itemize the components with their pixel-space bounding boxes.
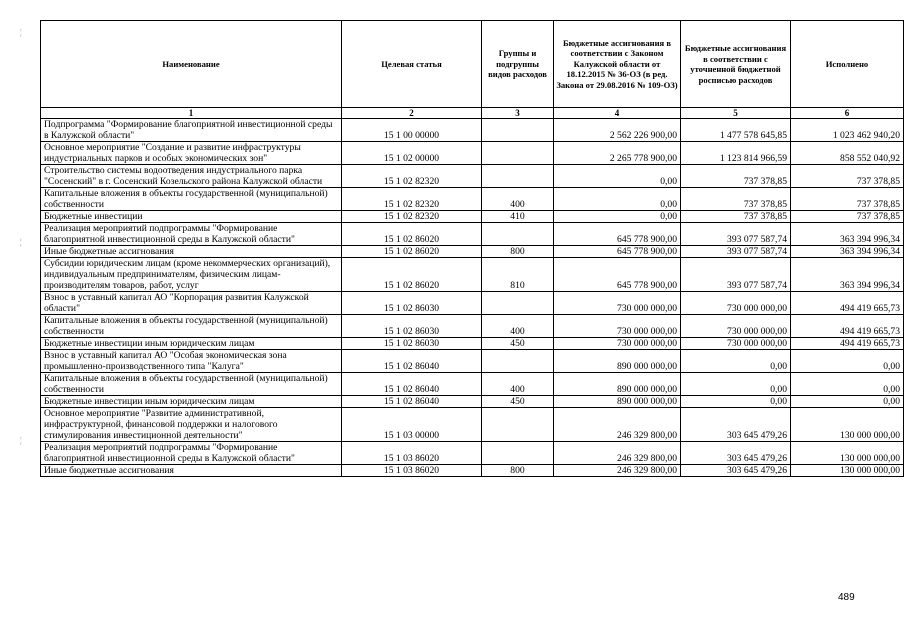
row-target-article: 15 1 02 86030	[342, 338, 482, 350]
row-name: Капитальные вложения в объекты государственной (муниципальной) собственности	[41, 315, 342, 338]
row-executed: 0,00	[791, 396, 904, 408]
row-expense-group: 800	[482, 465, 554, 477]
row-revised-budget: 393 077 587,74	[681, 223, 791, 246]
row-expense-group: 450	[482, 396, 554, 408]
table-row	[41, 465, 904, 477]
table-row	[41, 373, 904, 396]
row-name: Иные бюджетные ассигнования	[41, 465, 342, 477]
header-target-article: Целевая статья	[342, 21, 482, 108]
row-executed: 737 378,85	[791, 188, 904, 211]
header-name: Наименование	[41, 21, 342, 108]
row-executed: 130 000 000,00	[791, 442, 904, 465]
row-revised-budget: 737 378,85	[681, 211, 791, 223]
row-law-budget: 645 778 900,00	[554, 246, 681, 258]
table-row	[41, 119, 904, 142]
row-law-budget: 890 000 000,00	[554, 396, 681, 408]
row-revised-budget: 730 000 000,00	[681, 292, 791, 315]
row-law-budget: 0,00	[554, 188, 681, 211]
row-law-budget: 730 000 000,00	[554, 338, 681, 350]
row-expense-group: 410	[482, 211, 554, 223]
table-header-row	[41, 21, 904, 108]
binding-mark: ¦	[20, 27, 22, 37]
row-target-article: 15 1 02 86030	[342, 292, 482, 315]
row-executed: 0,00	[791, 350, 904, 373]
row-name: Взнос в уставный капитал АО "Особая экономическая зона промышленно-производственного типа "Калуга"	[41, 350, 342, 373]
row-expense-group	[482, 165, 554, 188]
row-law-budget: 246 329 800,00	[554, 465, 681, 477]
row-executed: 494 419 665,73	[791, 292, 904, 315]
table-row	[41, 315, 904, 338]
row-expense-group	[482, 408, 554, 442]
row-expense-group: 800	[482, 246, 554, 258]
row-expense-group	[482, 223, 554, 246]
row-name: Капитальные вложения в объекты государственной (муниципальной) собственности	[41, 373, 342, 396]
table-row	[41, 188, 904, 211]
row-name: Подпрограмма "Формирование благоприятной инвестиционной среды в Калужской области"	[41, 119, 342, 142]
row-law-budget: 246 329 800,00	[554, 442, 681, 465]
row-revised-budget: 303 645 479,26	[681, 408, 791, 442]
column-number-row	[41, 108, 904, 119]
row-name: Бюджетные инвестиции иным юридическим лицам	[41, 396, 342, 408]
row-executed: 494 419 665,73	[791, 315, 904, 338]
row-revised-budget: 737 378,85	[681, 188, 791, 211]
table-row	[41, 246, 904, 258]
row-name: Капитальные вложения в объекты государственной (муниципальной) собственности	[41, 188, 342, 211]
column-number: 3	[482, 108, 554, 119]
row-target-article: 15 1 02 82320	[342, 211, 482, 223]
table-row	[41, 292, 904, 315]
column-number: 1	[41, 108, 342, 119]
row-revised-budget: 730 000 000,00	[681, 315, 791, 338]
row-law-budget: 645 778 900,00	[554, 258, 681, 292]
table-row	[41, 211, 904, 223]
table-row	[41, 142, 904, 165]
row-target-article: 15 1 03 86020	[342, 465, 482, 477]
row-law-budget: 246 329 800,00	[554, 408, 681, 442]
binding-mark: ¦	[20, 435, 22, 445]
row-expense-group: 400	[482, 315, 554, 338]
row-revised-budget: 393 077 587,74	[681, 258, 791, 292]
row-name: Бюджетные инвестиции	[41, 211, 342, 223]
row-target-article: 15 1 02 86040	[342, 396, 482, 408]
row-law-budget: 890 000 000,00	[554, 350, 681, 373]
row-expense-group: 450	[482, 338, 554, 350]
row-executed: 130 000 000,00	[791, 465, 904, 477]
row-target-article: 15 1 02 86020	[342, 258, 482, 292]
row-law-budget: 2 265 778 900,00	[554, 142, 681, 165]
column-number: 5	[681, 108, 791, 119]
header-revised-budget: Бюджетные ассигнования в соответствии с уточненной бюджетной росписью расходов	[681, 21, 791, 108]
row-revised-budget: 730 000 000,00	[681, 338, 791, 350]
row-law-budget: 730 000 000,00	[554, 315, 681, 338]
table-body	[41, 119, 904, 477]
table-row	[41, 338, 904, 350]
row-executed: 1 023 462 940,20	[791, 119, 904, 142]
row-expense-group	[482, 350, 554, 373]
column-number: 6	[791, 108, 904, 119]
column-number: 4	[554, 108, 681, 119]
row-name: Взнос в уставный капитал АО "Корпорация развития Калужской области"	[41, 292, 342, 315]
header-law-budget: Бюджетные ассигнования в соответствии с Законом Калужской области от 18.12.2015 № 36-ОЗ (в ред. Закона от 29.08.2016 № 109-ОЗ)	[554, 21, 681, 108]
row-name: Основное мероприятие "Создание и развитие инфраструктуры индустриальных парков и особых экономических зон"	[41, 142, 342, 165]
table-row	[41, 165, 904, 188]
row-expense-group	[482, 142, 554, 165]
row-revised-budget: 303 645 479,26	[681, 465, 791, 477]
binding-mark: ¦	[20, 237, 22, 247]
row-revised-budget: 1 477 578 645,85	[681, 119, 791, 142]
row-name: Субсидии юридическим лицам (кроме некоммерческих организаций), индивидуальным предпринимателям, физическим лицам-производителям товаров, работ, услуг	[41, 258, 342, 292]
row-law-budget: 2 562 226 900,00	[554, 119, 681, 142]
row-target-article: 15 1 02 00000	[342, 142, 482, 165]
row-name: Иные бюджетные ассигнования	[41, 246, 342, 258]
header-expense-group: Группы и подгруппы видов расходов	[482, 21, 554, 108]
row-revised-budget: 0,00	[681, 373, 791, 396]
row-executed: 737 378,85	[791, 211, 904, 223]
row-target-article: 15 1 02 86020	[342, 246, 482, 258]
table-row	[41, 350, 904, 373]
table-row	[41, 258, 904, 292]
row-law-budget: 890 000 000,00	[554, 373, 681, 396]
row-revised-budget: 303 645 479,26	[681, 442, 791, 465]
row-revised-budget: 393 077 587,74	[681, 246, 791, 258]
row-name: Реализация мероприятий подпрограммы "Формирование благоприятной инвестиционной среды в Калужской области"	[41, 442, 342, 465]
table-row	[41, 442, 904, 465]
row-expense-group: 400	[482, 188, 554, 211]
row-revised-budget: 0,00	[681, 396, 791, 408]
row-revised-budget: 737 378,85	[681, 165, 791, 188]
row-target-article: 15 1 02 86040	[342, 350, 482, 373]
row-executed: 363 394 996,34	[791, 246, 904, 258]
row-target-article: 15 1 02 86030	[342, 315, 482, 338]
row-executed: 130 000 000,00	[791, 408, 904, 442]
row-name: Строительство системы водоотведения индустриального парка "Сосенский" в г. Сосенский Козельского района Калужской области	[41, 165, 342, 188]
header-executed: Исполнено	[791, 21, 904, 108]
row-executed: 737 378,85	[791, 165, 904, 188]
row-law-budget: 0,00	[554, 165, 681, 188]
row-target-article: 15 1 03 86020	[342, 442, 482, 465]
row-expense-group	[482, 292, 554, 315]
column-number: 2	[342, 108, 482, 119]
row-name: Реализация мероприятий подпрограммы "Формирование благоприятной инвестиционной среды в Калужской области"	[41, 223, 342, 246]
row-executed: 0,00	[791, 373, 904, 396]
row-target-article: 15 1 02 82320	[342, 165, 482, 188]
table-row	[41, 223, 904, 246]
row-law-budget: 0,00	[554, 211, 681, 223]
row-executed: 363 394 996,34	[791, 223, 904, 246]
table-row	[41, 396, 904, 408]
row-target-article: 15 1 02 82320	[342, 188, 482, 211]
row-executed: 363 394 996,34	[791, 258, 904, 292]
row-target-article: 15 1 02 86020	[342, 223, 482, 246]
row-law-budget: 730 000 000,00	[554, 292, 681, 315]
page-number: 489	[838, 592, 855, 603]
table-row	[41, 408, 904, 442]
row-expense-group: 810	[482, 258, 554, 292]
row-name: Основное мероприятие "Развитие административной, инфраструктурной, финансовой поддержки и налогового стимулирования инвестиционной деятельности"	[41, 408, 342, 442]
row-executed: 858 552 040,92	[791, 142, 904, 165]
row-target-article: 15 1 03 00000	[342, 408, 482, 442]
budget-execution-table	[40, 20, 904, 477]
row-target-article: 15 1 02 86040	[342, 373, 482, 396]
row-law-budget: 645 778 900,00	[554, 223, 681, 246]
row-revised-budget: 0,00	[681, 350, 791, 373]
row-name: Бюджетные инвестиции иным юридическим лицам	[41, 338, 342, 350]
row-revised-budget: 1 123 814 966,59	[681, 142, 791, 165]
row-expense-group	[482, 119, 554, 142]
row-expense-group: 400	[482, 373, 554, 396]
row-expense-group	[482, 442, 554, 465]
row-target-article: 15 1 00 00000	[342, 119, 482, 142]
row-executed: 494 419 665,73	[791, 338, 904, 350]
